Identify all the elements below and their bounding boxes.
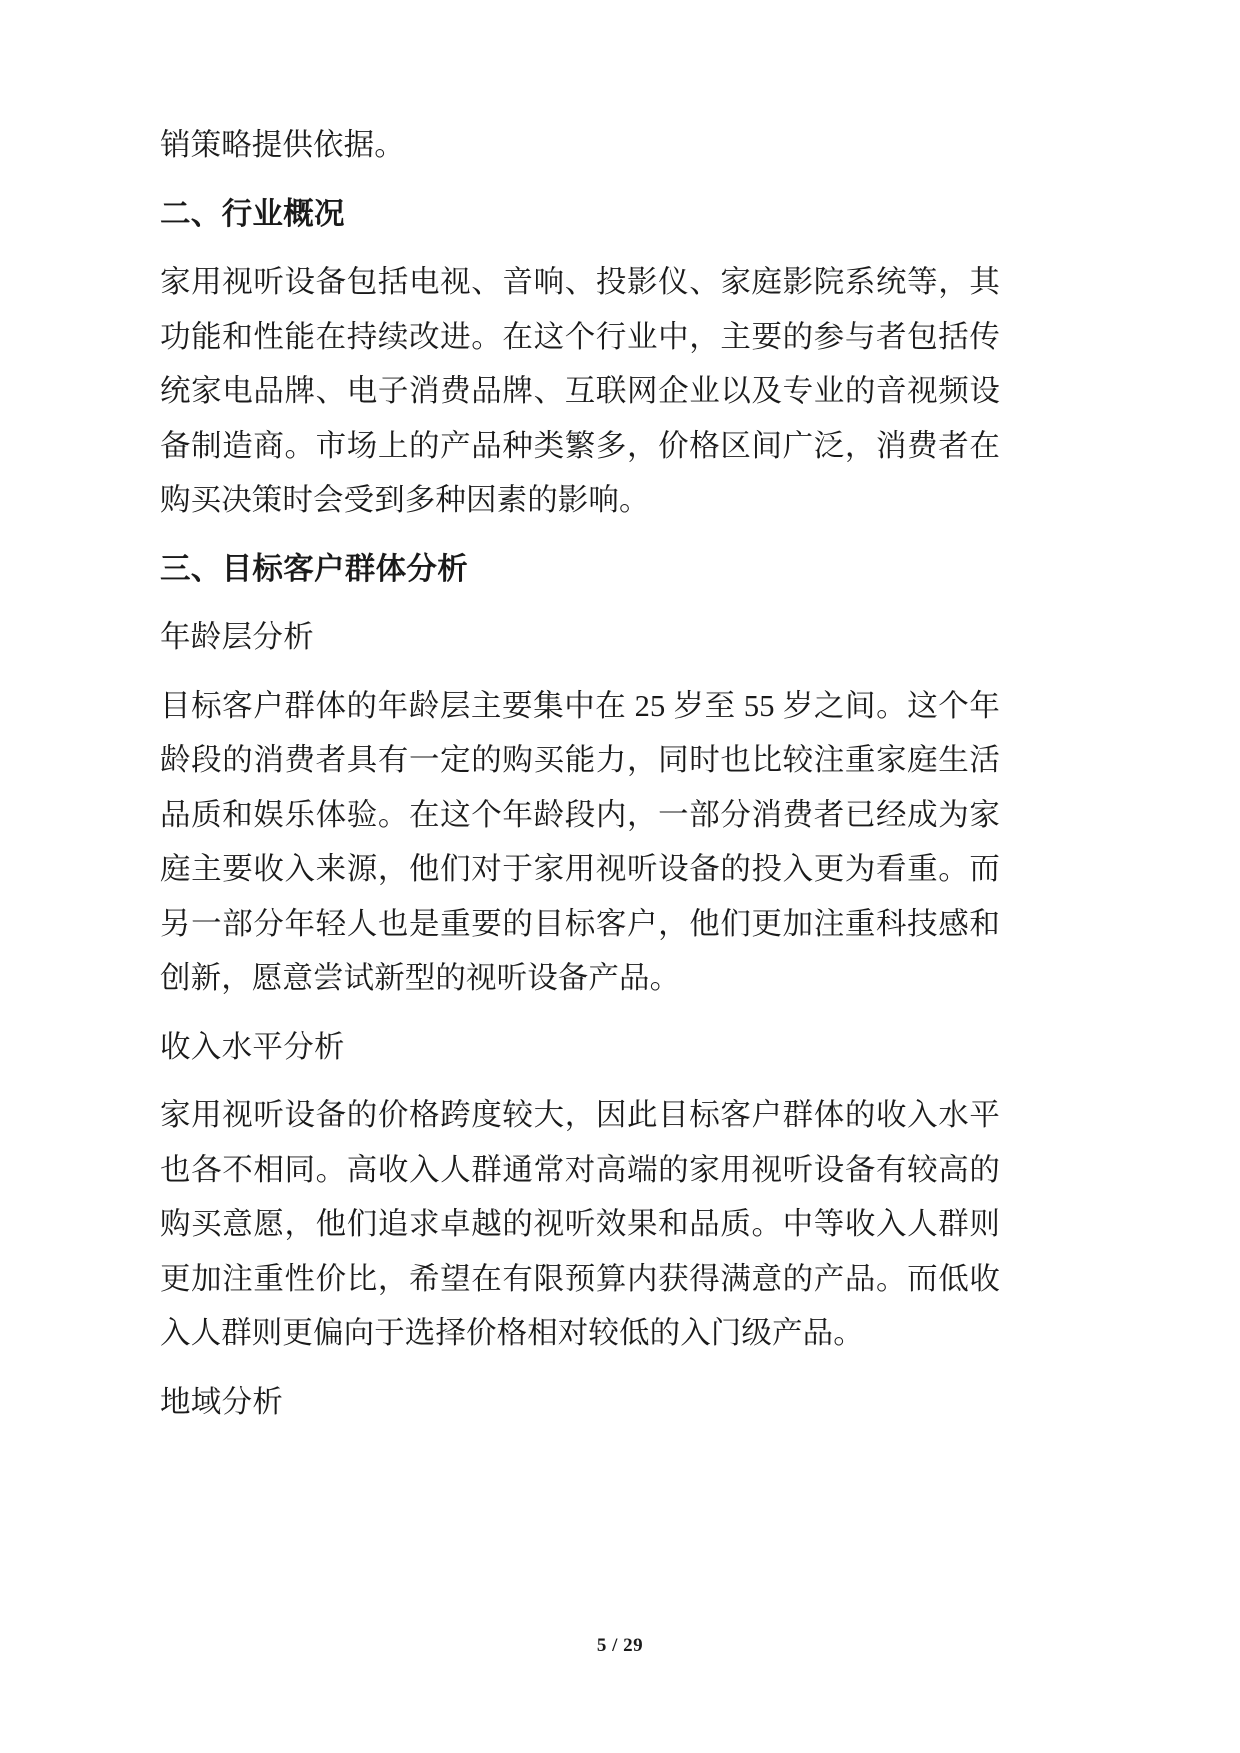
subheading-region-analysis: 地域分析 [160,1384,284,1419]
paragraph-carryover: 销策略提供依据。 [160,128,405,162]
paragraph-industry-overview: 家用视听设备包括电视、音响、投影仪、家庭影院系统等，其功能和性能在持续改进。在这个行业中，主要的参与者包括传统家电品牌、电子消费品牌、互联网企业以及专业的音视频设备制造商。市场上的产品种类繁多，价格区间广泛，消费者在购买决策时会受到多种因素的影响。 [160,265,1000,517]
paragraph-age-analysis: 目标客户群体的年龄层主要集中在 25 岁至 55 岁之间。这个年龄段的消费者具有一定的购买能力，同时也比较注重家庭生活品质和娱乐体验。在这个年龄段内，一部分消费者已经成为家庭主要收入来源，他们对于家用视听设备的投入更为看重。而另一部分年轻人也是重要的目标客户，他们更加注重科技感和创新，愿意尝试新型的视听设备产品。 [160,688,1000,995]
subheading-income-analysis: 收入水平分析 [160,1029,345,1064]
heading-industry-overview: 二、行业概况 [160,196,345,231]
page-number-footer: 5 / 29 [596,1635,644,1656]
document-body [160,118,1000,1429]
heading-target-customer-analysis: 三、目标客户群体分析 [160,551,468,586]
subheading-age-analysis: 年龄层分析 [160,620,314,654]
paragraph-income-analysis: 家用视听设备的价格跨度较大，因此目标客户群体的收入水平也各不相同。高收入人群通常对高端的家用视听设备有较高的购买意愿，他们追求卓越的视听效果和品质。中等收入人群则更加注重性价比，希望在有限预算内获得满意的产品。而低收入人群则更偏向于选择价格相对较低的入门级产品。 [160,1098,1000,1350]
